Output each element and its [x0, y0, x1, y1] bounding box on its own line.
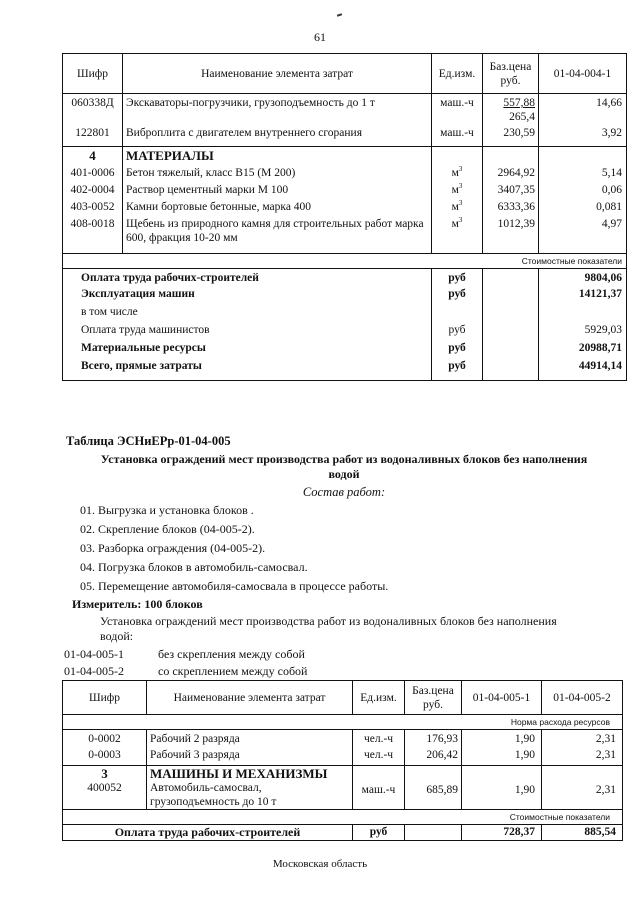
- summary-row: [63, 341, 627, 359]
- resource-table-01-04-004: [62, 53, 627, 381]
- variant-description: со скреплением между собой: [158, 664, 308, 678]
- work-item: 04. Погрузка блоков в автомобиль-самосвал.: [80, 560, 308, 574]
- price-secondary: 265,4: [509, 111, 535, 123]
- table-row: [63, 163, 627, 180]
- row-value-2: 2,31: [542, 748, 623, 766]
- header-base-price: Баз.цена руб.: [405, 681, 462, 715]
- work-item: 02. Скрепление блоков (04-005-2).: [80, 522, 255, 536]
- measurement-description-line1: Установка ограждений мест производства работ из водоналивных блоков без наполнения: [100, 614, 557, 628]
- measurement-unit: Измеритель: 100 блоков: [72, 597, 203, 611]
- table-row: [63, 94, 627, 125]
- page-footer: Московская область: [272, 858, 368, 870]
- machine-price: 685,89: [405, 766, 462, 810]
- row-code: 0-0003: [63, 748, 147, 766]
- row-value-1: 1,90: [462, 730, 542, 748]
- summary-label: Оплата труда машинистов: [63, 323, 432, 341]
- table-row: [63, 197, 627, 214]
- row-code: 403-0052: [63, 197, 123, 214]
- header-base-price: Баз.цена руб.: [483, 54, 539, 94]
- row-unit: $м^3$: [432, 163, 483, 180]
- variant-code: 01-04-005-1: [64, 647, 124, 661]
- machine-name-line1: Автомобиль-самосвал,: [150, 782, 262, 794]
- table-heading-line1: Установка ограждений мест производства работ из водоналивных блоков без наполнения: [100, 452, 588, 466]
- cost-indicators-label: Стоимостные показатели: [63, 254, 627, 269]
- summary-value: 14121,37: [539, 287, 627, 305]
- row-code: 402-0004: [63, 180, 123, 197]
- variant-description: без скрепления между собой: [158, 647, 305, 661]
- summary-unit: руб: [432, 269, 483, 287]
- row-price: [483, 94, 539, 125]
- machine-value-2: 2,31: [542, 766, 623, 810]
- table-heading-line2: водой: [328, 467, 360, 481]
- measurement-description-line2: водой:: [100, 629, 134, 643]
- norm-label-row: [63, 715, 623, 730]
- summary-row: [63, 305, 627, 323]
- row-name: Камни бортовые бетонные, марка 400: [123, 197, 432, 214]
- cost-indicators-label: Стоимостные показатели: [63, 810, 623, 825]
- summary-value: 5929,03: [539, 323, 627, 341]
- table-row: [63, 124, 627, 146]
- summary-unit: руб: [432, 359, 483, 381]
- work-composition-title: Состав работ:: [302, 485, 386, 499]
- row-code: 401-0006: [63, 163, 123, 180]
- row-name: Рабочий 2 разряда: [147, 730, 353, 748]
- header-unit: Ед.изм.: [353, 681, 405, 715]
- summary-unit: руб: [432, 287, 483, 305]
- header-rate-column-1: 01-04-005-1: [462, 681, 542, 715]
- total-label: Оплата труда рабочих-строителей: [63, 825, 353, 841]
- row-value: 0,081: [539, 197, 627, 214]
- header-code: Шифр: [63, 681, 147, 715]
- section-name: МАТЕРИАЛЫ: [123, 146, 432, 163]
- summary-row: [63, 359, 627, 381]
- row-unit: $м^3$: [432, 214, 483, 254]
- row-code: 0-0002: [63, 730, 147, 748]
- summary-value: 9804,06: [539, 269, 627, 287]
- row-name: Экскаваторы-погрузчики, грузоподъемность до 1 т: [123, 94, 432, 125]
- total-unit: руб: [353, 825, 405, 841]
- row-value-2: 2,31: [542, 730, 623, 748]
- row-price: 6333,36: [483, 197, 539, 214]
- table-row: [63, 214, 627, 254]
- page-number: 61: [314, 30, 326, 44]
- row-price: 230,59: [483, 124, 539, 146]
- row-unit: $м^3$: [432, 180, 483, 197]
- machine-name-line2: грузоподъемность до 10 т: [150, 796, 277, 808]
- row-code: 408-0018: [63, 214, 123, 254]
- row-value-1: 1,90: [462, 748, 542, 766]
- table-header-row: [63, 54, 627, 94]
- machine-unit: маш.-ч: [353, 766, 405, 810]
- header-name: Наименование элемента затрат: [147, 681, 353, 715]
- machine-code: 400052: [87, 782, 122, 794]
- table-title: Таблица ЭСНиЕРр-01-04-005: [66, 434, 231, 448]
- table-row: [63, 180, 627, 197]
- summary-label: в том числе: [63, 305, 432, 323]
- work-item: 01. Выгрузка и установка блоков .: [80, 503, 254, 517]
- row-value: 4,97: [539, 214, 627, 254]
- summary-row: [63, 269, 627, 287]
- row-value: 14,66: [539, 94, 627, 125]
- header-rate-column: 01-04-004-1: [539, 54, 627, 94]
- section-row-materials: [63, 146, 627, 163]
- work-item: 05. Перемещение автомобиля-самосвала в процессе работы.: [80, 579, 389, 593]
- row-price: 206,42: [405, 748, 462, 766]
- total-value-1: 728,37: [462, 825, 542, 841]
- header-name: Наименование элемента затрат: [123, 54, 432, 94]
- row-unit: чел.-ч: [353, 730, 405, 748]
- section-name: МАШИНЫ И МЕХАНИЗМЫ: [150, 766, 328, 781]
- summary-label: Материальные ресурсы: [63, 341, 432, 359]
- cost-indicators-label-row: [63, 810, 623, 825]
- section-code: 4: [63, 146, 123, 163]
- summary-value: 20988,71: [539, 341, 627, 359]
- scan-speck: [337, 13, 342, 17]
- row-name: Виброплита с двигателем внутреннего сгорания: [123, 124, 432, 146]
- summary-label: Оплата труда рабочих-строителей: [63, 269, 432, 287]
- header-code: Шифр: [63, 54, 123, 94]
- summary-label: Эксплуатация машин: [63, 287, 432, 305]
- section-and-machine-code: [63, 766, 147, 810]
- row-value: 5,14: [539, 163, 627, 180]
- row-name: Раствор цементный марки М 100: [123, 180, 432, 197]
- row-price: 176,93: [405, 730, 462, 748]
- row-code: 060338Д: [63, 94, 123, 125]
- cost-indicators-label-row: [63, 254, 627, 269]
- row-value: 0,06: [539, 180, 627, 197]
- summary-unit: руб: [432, 323, 483, 341]
- row-unit: $м^3$: [432, 197, 483, 214]
- resource-table-01-04-005: [62, 680, 623, 841]
- summary-unit: руб: [432, 341, 483, 359]
- row-code: 122801: [63, 124, 123, 146]
- section-and-machine-name: [147, 766, 353, 810]
- row-name: Щебень из природного камня для строительных работ марка 600, фракция 10-20 мм: [123, 214, 432, 254]
- table-row: [63, 730, 623, 748]
- row-unit: чел.-ч: [353, 748, 405, 766]
- table-header-row: [63, 681, 623, 715]
- machine-value-1: 1,90: [462, 766, 542, 810]
- row-value: 3,92: [539, 124, 627, 146]
- price-primary: 557,88: [503, 97, 535, 109]
- variant-code: 01-04-005-2: [64, 664, 124, 678]
- row-price: 2964,92: [483, 163, 539, 180]
- summary-row: [63, 323, 627, 341]
- summary-label: Всего, прямые затраты: [63, 359, 432, 381]
- header-unit: Ед.изм.: [432, 54, 483, 94]
- section-code: 3: [101, 766, 108, 781]
- row-name: Бетон тяжелый, класс В15 (М 200): [123, 163, 432, 180]
- table-row: [63, 748, 623, 766]
- header-rate-column-2: 01-04-005-2: [542, 681, 623, 715]
- norm-label: Норма расхода ресурсов: [63, 715, 623, 730]
- total-row: [63, 825, 623, 841]
- work-item: 03. Разборка ограждения (04-005-2).: [80, 541, 266, 555]
- row-price: 1012,39: [483, 214, 539, 254]
- summary-row: [63, 287, 627, 305]
- total-value-2: 885,54: [542, 825, 623, 841]
- row-name: Рабочий 3 разряда: [147, 748, 353, 766]
- machine-section-row: [63, 766, 623, 810]
- row-unit: маш.-ч: [432, 124, 483, 146]
- row-unit: маш.-ч: [432, 94, 483, 125]
- row-price: 3407,35: [483, 180, 539, 197]
- summary-value: 44914,14: [539, 359, 627, 381]
